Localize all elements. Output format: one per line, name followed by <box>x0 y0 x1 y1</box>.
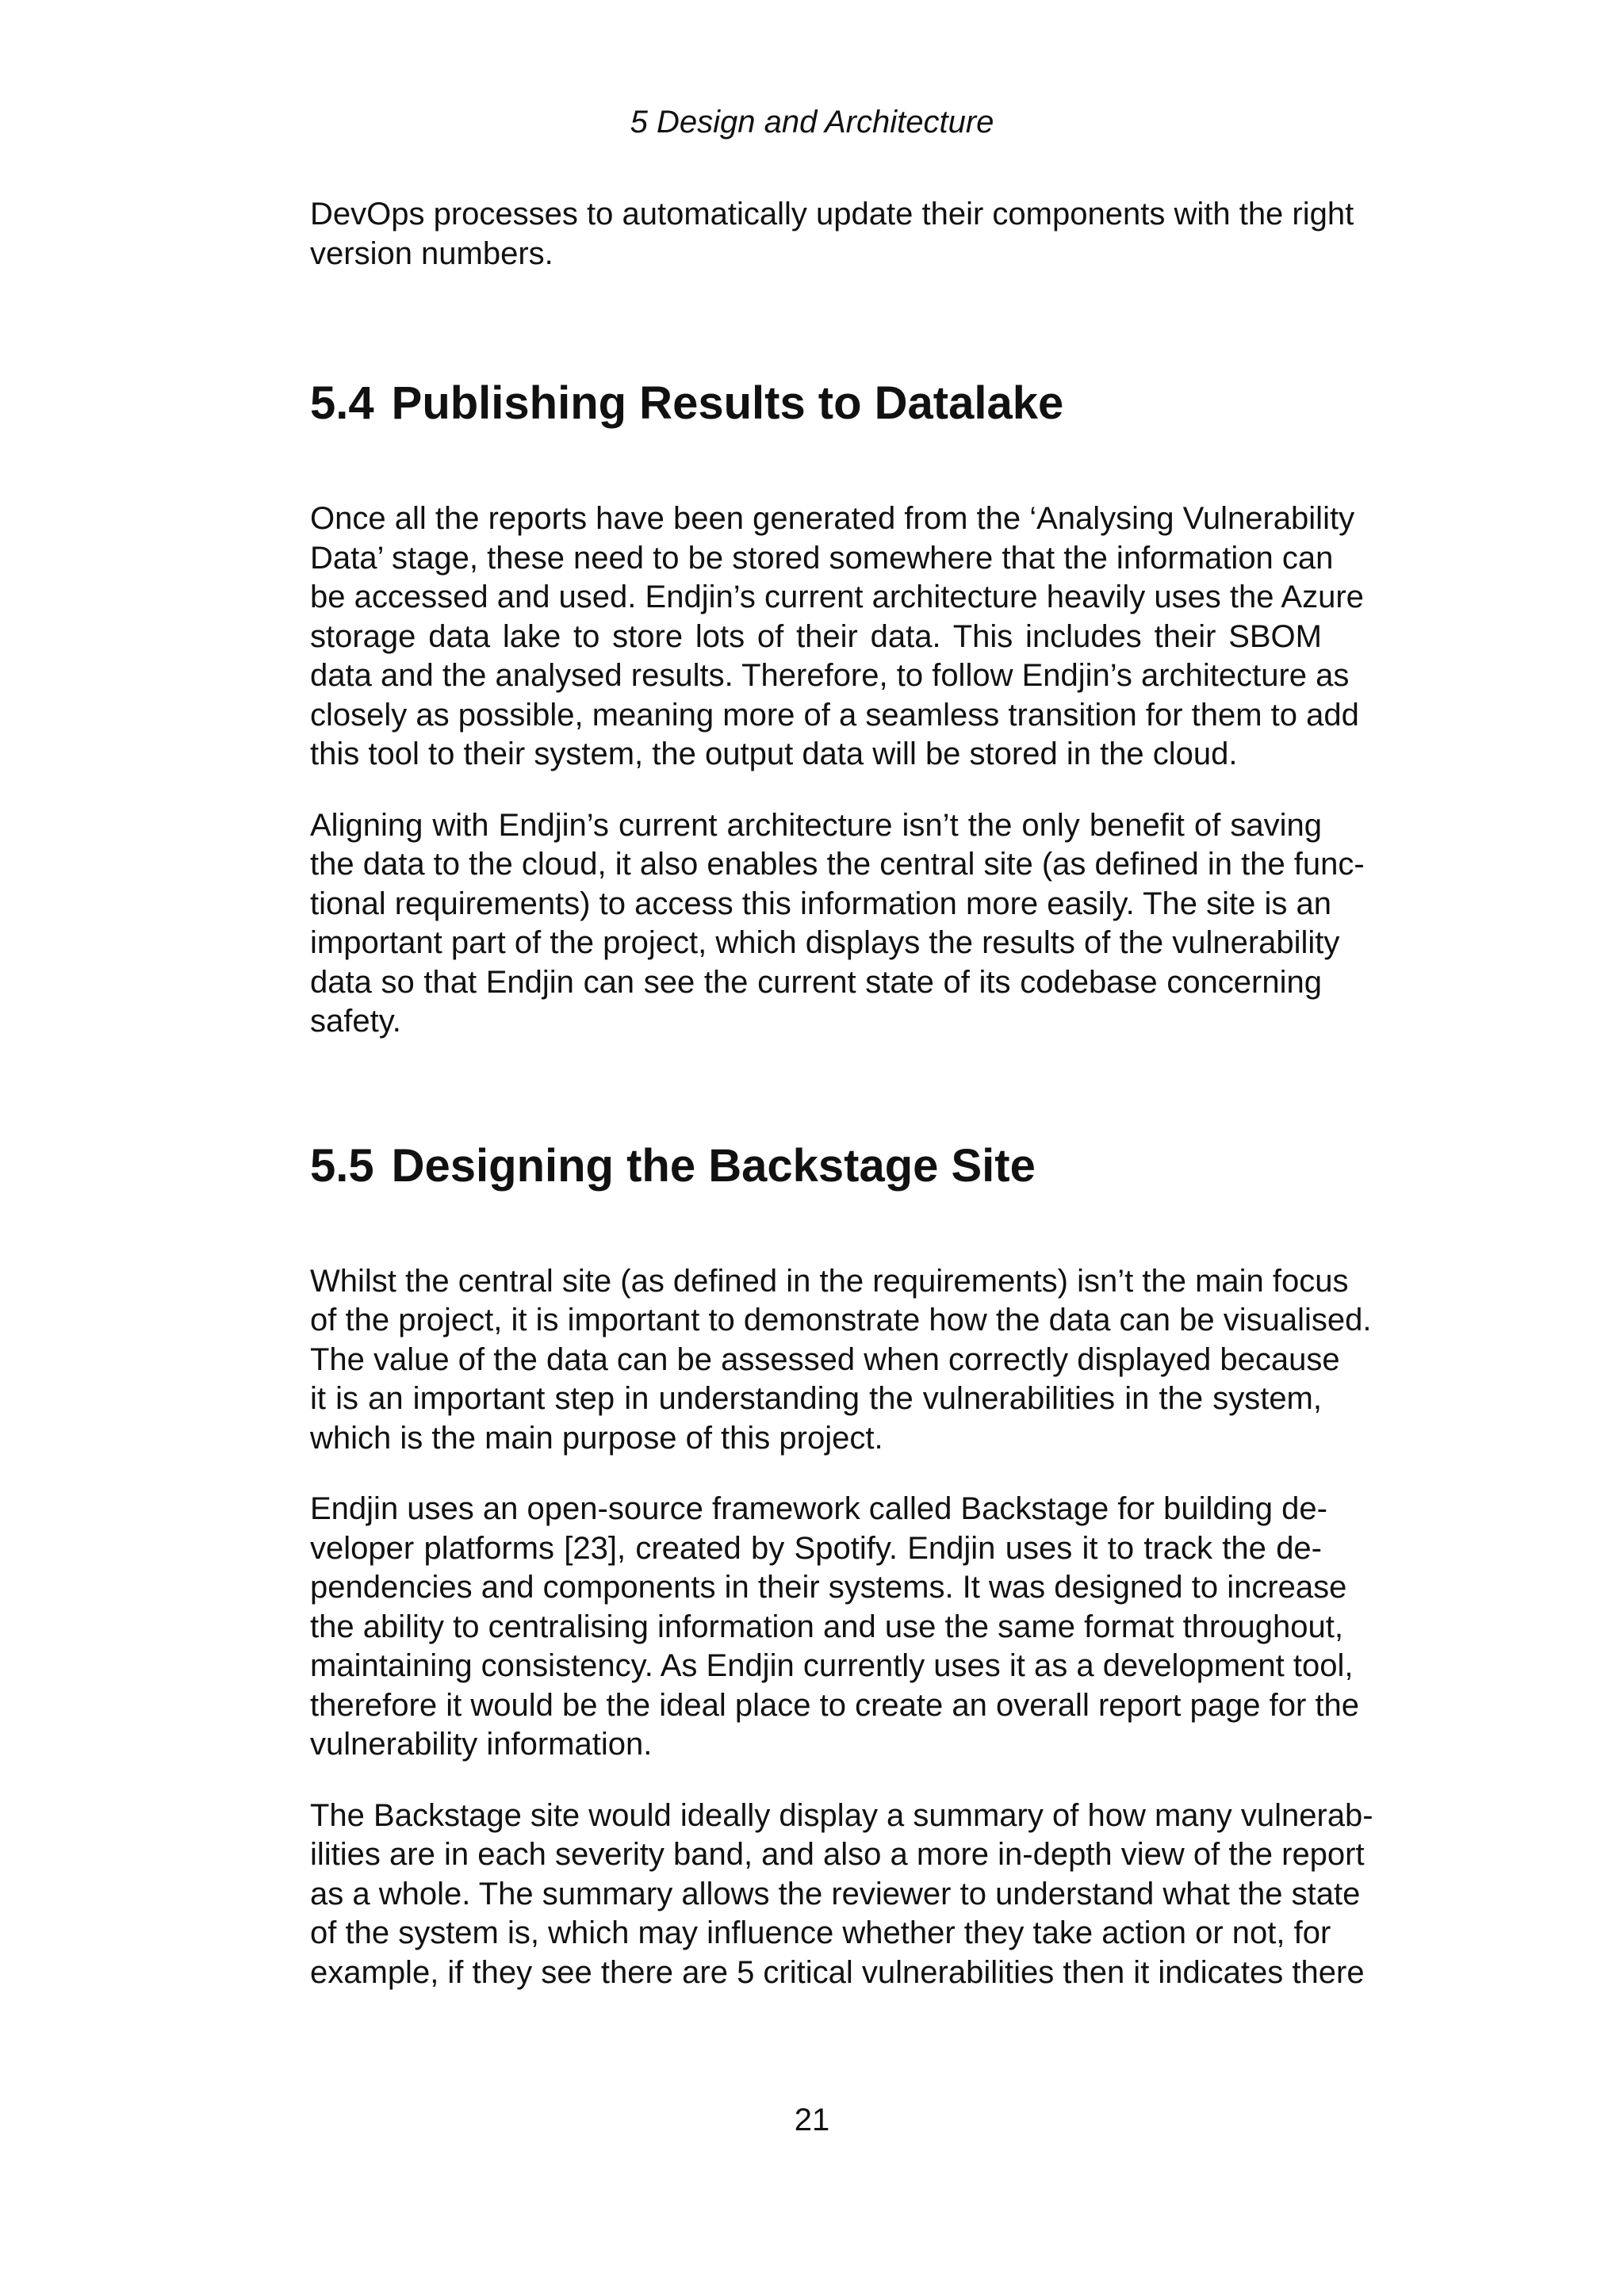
section-number: 5.4 <box>310 377 374 429</box>
section-title: Publishing Results to Datalake <box>391 377 1064 429</box>
text-line: Aligning with Endjin’s current architecture isn’t the only benefit of saving <box>310 807 1322 843</box>
text-line: maintaining consistency. As Endjin currently uses it as a development tool, <box>310 1648 1354 1683</box>
text-line: Whilst the central site (as defined in the requirements) isn’t the main focus <box>310 1263 1349 1299</box>
text-line: be accessed and used. Endjin’s current architecture heavily uses the Azure <box>310 580 1364 614</box>
section-5-5-paragraph-1 <box>310 1262 1372 1459</box>
section-5-4-paragraph-2 <box>310 806 1365 1042</box>
text-line: as a whole. The summary allows the reviewer to understand what the state <box>310 1876 1361 1911</box>
text-line: The value of the data can be assessed when correctly displayed because <box>310 1341 1340 1377</box>
text-line: of the project, it is important to demonstrate how the data can be visualised. <box>310 1303 1372 1337</box>
text-line: the data to the cloud, it also enables the central site (as defined in the func- <box>310 847 1365 882</box>
section-heading-5-4 <box>310 376 1322 431</box>
text-line: The Backstage site would ideally display a summary of how many vulnerab- <box>310 1797 1373 1833</box>
section-number: 5.5 <box>310 1139 374 1192</box>
text-line: pendencies and components in their systems. It was designed to increase <box>310 1570 1347 1605</box>
text-line: storage data lake to store lots of their data. This includes their SBOM <box>310 618 1322 654</box>
text-line: example, if they see there are 5 critical vulnerabilities then it indicates there <box>310 1954 1365 1990</box>
text-line: Data’ stage, these need to be stored somewhere that the information can <box>310 540 1334 576</box>
section-heading-5-5 <box>310 1138 1322 1194</box>
text-line: veloper platforms [23], created by Spotify. Endjin uses it to track the de- <box>310 1530 1322 1566</box>
text-line: safety. <box>310 1004 401 1039</box>
text-line: therefore it would be the ideal place to create an overall report page for the <box>310 1687 1360 1723</box>
text-line: Once all the reports have been generated from the ‘Analysing Vulnerability <box>310 501 1355 536</box>
text-line: Endjin uses an open-source framework called Backstage for building de- <box>310 1491 1327 1526</box>
text-line: ilities are in each severity band, and also a more in-depth view of the report <box>310 1837 1365 1872</box>
text-line: version numbers. <box>310 235 553 271</box>
section-5-4-paragraph-1 <box>310 499 1364 775</box>
text-line: it is an important step in understanding the vulnerabilities in the system, <box>310 1381 1322 1416</box>
page-number: 21 <box>794 2103 830 2137</box>
text-line: of the system is, which may influence whether they take action or not, for <box>310 1915 1331 1950</box>
text-line: which is the main purpose of this project. <box>310 1420 883 1456</box>
running-header: 5 Design and Architecture <box>630 105 994 140</box>
intro-paragraph <box>310 195 1354 274</box>
text-line: DevOps processes to automatically update their components with the right <box>310 197 1354 232</box>
text-line: closely as possible, meaning more of a seamless transition for them to add <box>310 697 1359 733</box>
text-line: data so that Endjin can see the current state of its codebase concerning <box>310 964 1322 1000</box>
text-line: vulnerability information. <box>310 1727 653 1762</box>
text-line: this tool to their system, the output data will be stored in the cloud. <box>310 737 1238 771</box>
text-line: important part of the project, which displays the results of the vulnerability <box>310 925 1340 960</box>
section-title: Designing the Backstage Site <box>391 1139 1036 1192</box>
text-line: tional requirements) to access this information more easily. The site is an <box>310 886 1331 921</box>
section-5-5-paragraph-3 <box>310 1797 1373 1993</box>
text-line: data and the analysed results. Therefore, to follow Endjin’s architecture as <box>310 658 1350 693</box>
page-content <box>310 195 1373 1992</box>
text-line: the ability to centralising information and use the same format throughout, <box>310 1609 1343 1644</box>
section-5-5-paragraph-2 <box>310 1490 1360 1765</box>
